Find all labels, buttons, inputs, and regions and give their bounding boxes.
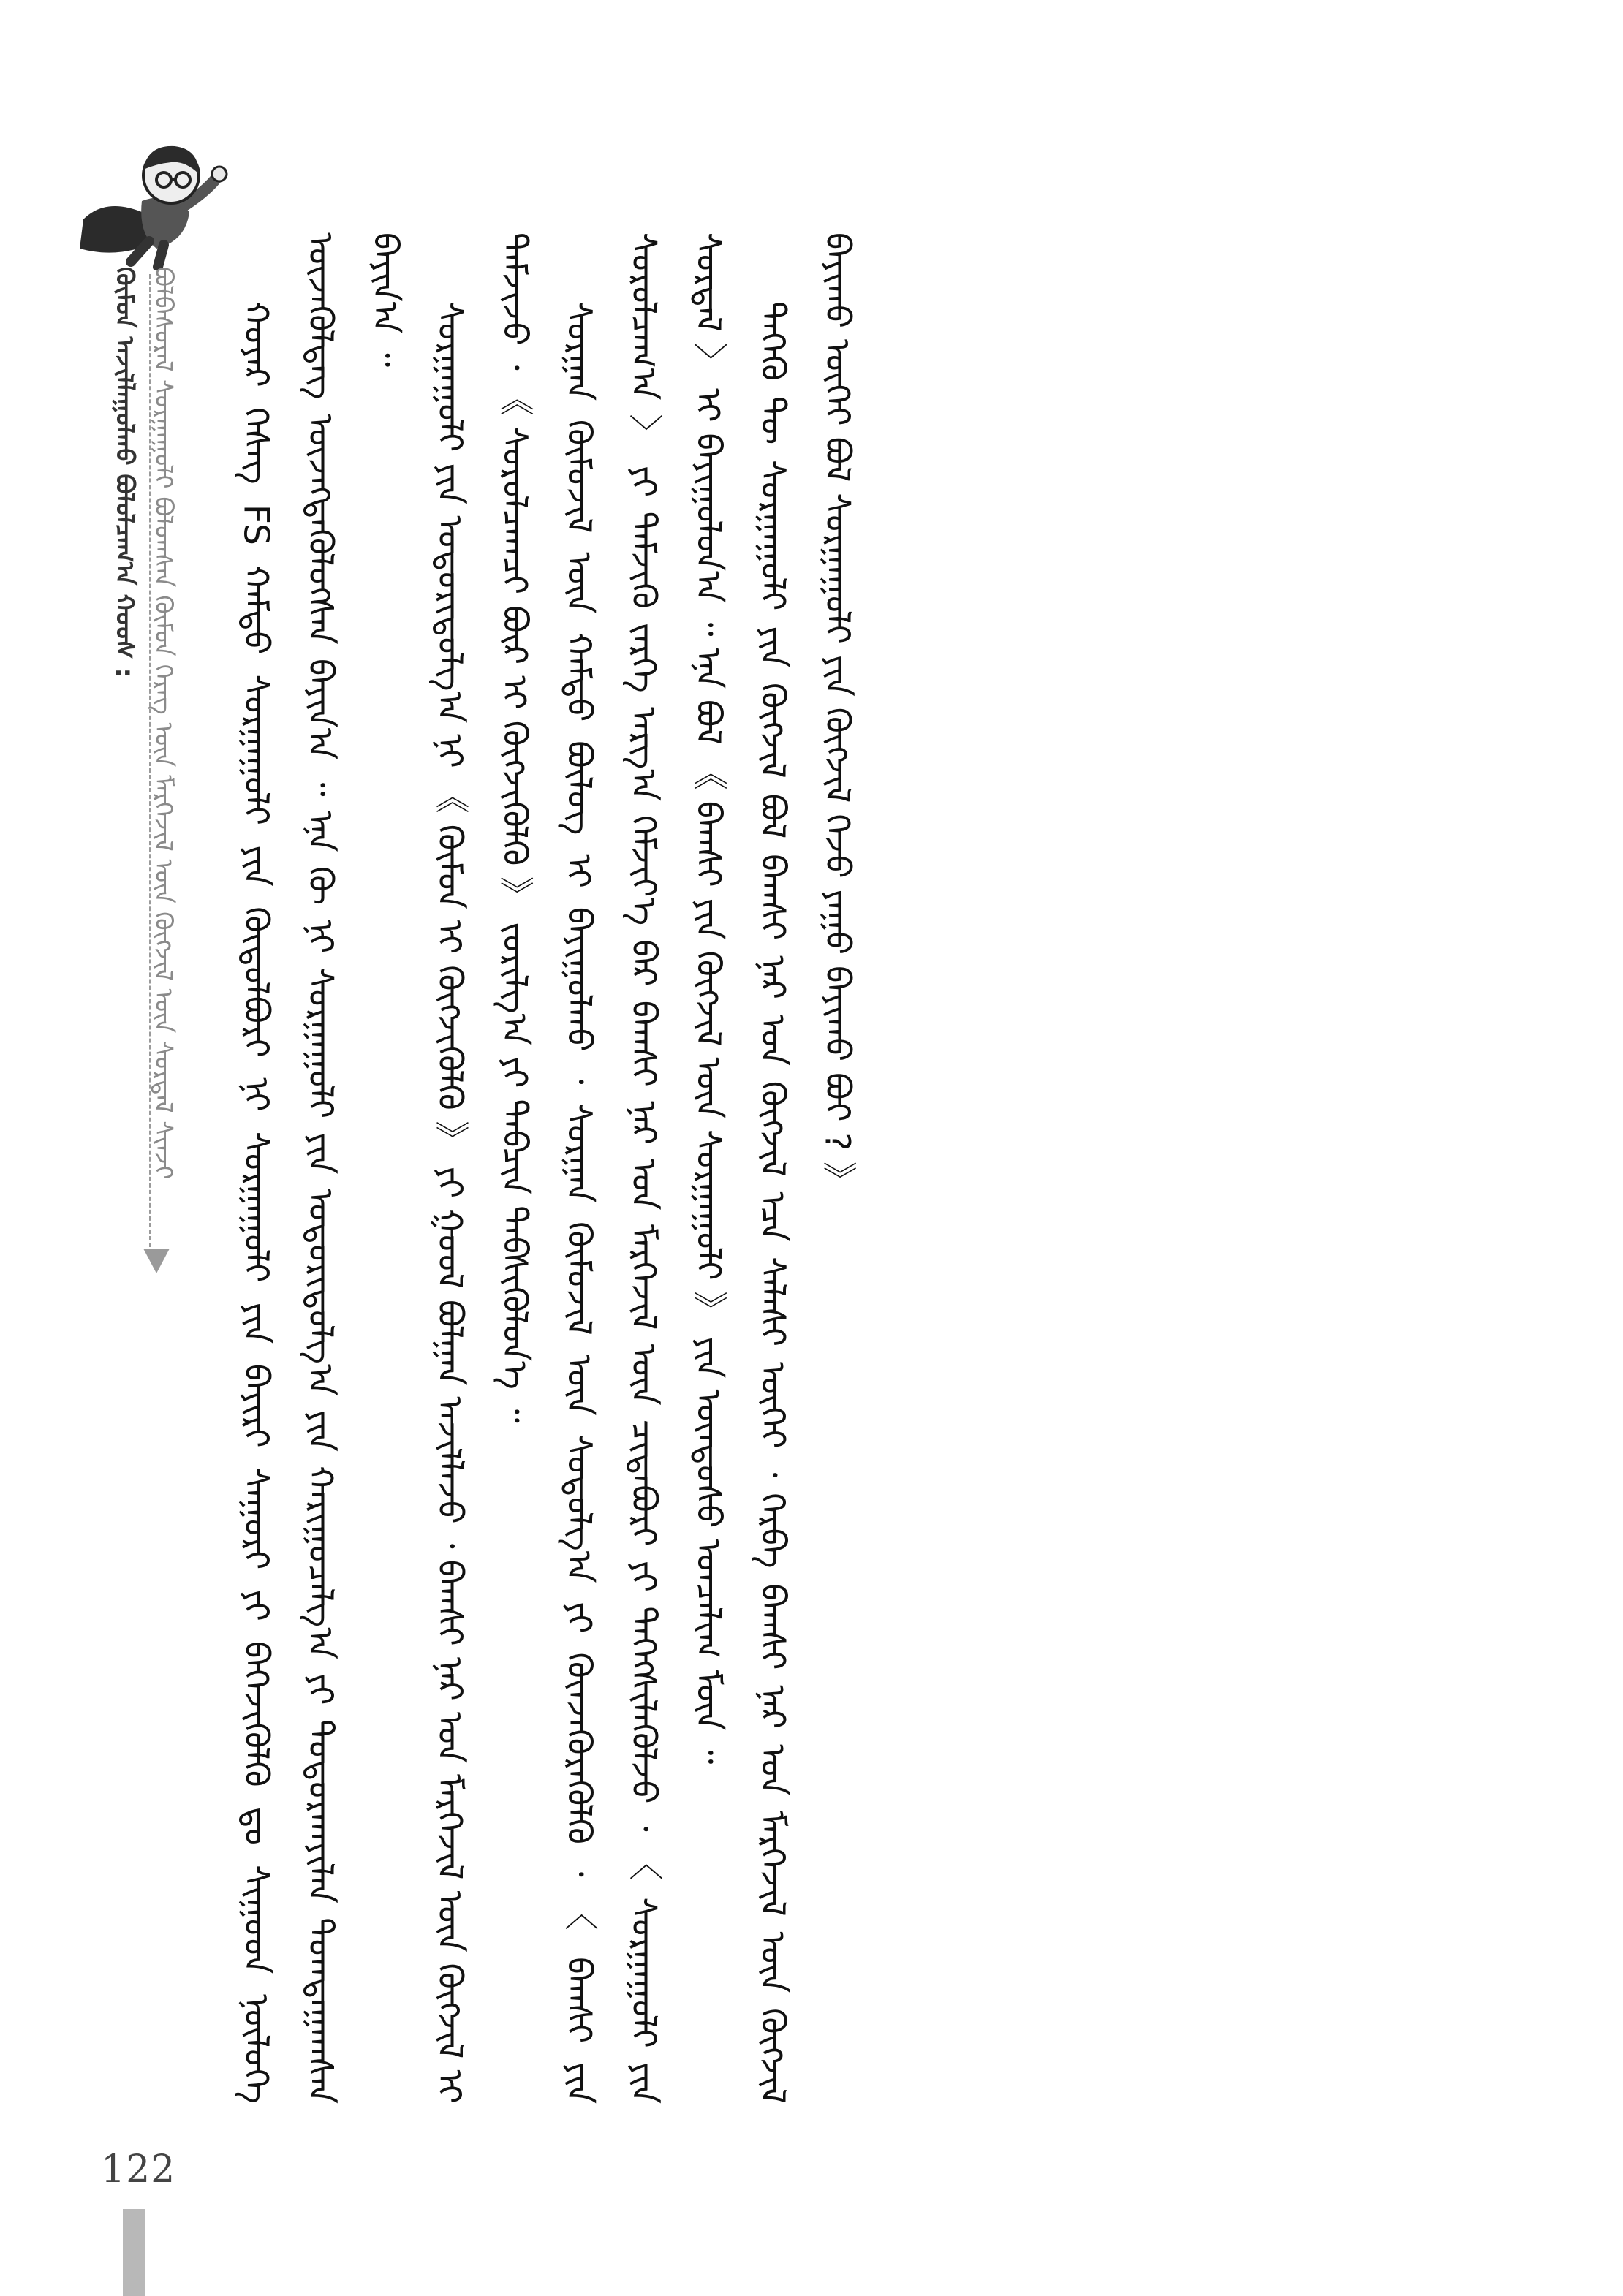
header-title-bold: ᠬᠦᠮᠦᠨ ᠠᠵᠢᠯᠯᠠᠭᠤᠯᠬᠤ ᠪᠣᠯᠤᠯᠴᠠᠭ᠎ᠠ ᠬᠣᠣᠰ : — [110, 267, 140, 678]
paragraph-2: ᠰᠤᠷᠭᠠᠭᠤᠯᠢ ᠶᠢᠨ ᠤᠳᠤᠷᠢᠳᠤᠯᠭ᠎ᠠ ᠨᠢ 《 ᠬᠦᠮᠦᠨ ᠢ ᠬᠥᠭᠵᠢᠭᠦᠯᠬᠦ 》 ᠶᠢ ᠭᠣᠣᠯ ᠪᠣᠯᠭᠠᠨ ᠠᠵᠢᠯᠯᠠᠵᠤ ᠂ ᠪᠠᠭᠰᠢ ᠨᠠᠷ ᠤᠨ ᠮᠡᠷᠭᠡᠵᠢᠯ ᠦᠨ ᠬᠥᠭᠵᠢᠯ ᠢ ᠳᠡᠮᠵᠢᠵᠦ ᠂ 《 ᠰᠤᠷᠤᠯᠴᠠᠭᠴᠢ ᠪᠦᠷ ᠢ ᠬᠥᠭᠵᠢᠭᠦᠯᠬᠦ 》 ᠵᠣᠷᠢᠯᠭ᠎ᠠ ᠶᠢ ᠲᠡᠪᠴᠢᠨ ᠳᠡᠪᠰᠢᠭᠦᠯᠦᠨ᠎ᠡ ᠃ — [429, 232, 534, 2104]
paragraph-1: ᠬᠣᠶᠠᠷ ᠬᠡᠰᠡᠭ FS ᠬᠠᠮᠲᠤ ᠰᠤᠷᠭᠠᠭᠤᠯᠢ ᠶᠢᠨ ᠬᠥᠲᠦᠯᠪᠦᠷᠢ ᠨᠢ ᠰᠤᠷᠭᠠᠭᠤᠯᠢ ᠶᠢᠨ ᠪᠠᠶᠢᠷᠢ ᠰᠠᠭᠤᠷᠢ ᠶᠢ ᠪᠡᠬᠡᠵᠢᠭᠦᠯᠬᠦ ᠳᠤ ᠰᠢᠭᠤᠳ ᠨᠥᠯᠦᠭᠡ ᠦᠵᠡᠭᠦᠯᠳᠡᠭ ᠦᠵᠡᠭᠳᠡᠭᠦᠯᠦᠭᠰᠡᠨ ᠪᠠᠶᠢᠨ᠎ᠠ ᠃ ᠡᠨᠡ ᠬᠦ ᠨᠢ ᠰᠤᠷᠭᠠᠭᠤᠯᠢ ᠶᠢᠨ ᠤᠳᠤᠷᠢᠳᠤᠯᠭ᠎ᠠ ᠶᠢᠨ ᠬᠠᠷᠢᠭᠤᠴᠠᠯᠭ᠎ᠠ ᠶᠢ ᠲᠣᠳᠣᠷᠬᠠᠶᠢᠯᠠᠨ ᠲᠣᠭᠲᠠᠭᠠᠭᠰᠠᠨ ᠪᠠᠶᠢᠨ᠎ᠠ ᠃ — [235, 232, 406, 2104]
body-text — [223, 232, 1407, 2104]
paragraph-3: ᠰᠤᠷᠭᠠᠨ ᠬᠦᠮᠦᠵᠢᠯ ᠦᠨ ᠬᠠᠮᠲᠤ ᠪᠦᠯᠦᠭ ᠢ ᠪᠠᠶᠢᠭᠤᠯᠬᠤ ᠂ ᠰᠤᠷᠭᠠᠨ ᠬᠦᠮᠦᠵᠢᠯ ᠦᠨ ᠰᠤᠳᠤᠯᠭ᠎ᠠ ᠶᠢ ᠭᠦᠨᠵᠡᠭᠦᠷᠡᠬᠦᠯᠬᠦ ᠂ 〈 ᠪᠠᠭᠰᠢ ᠶᠢᠨ ᠰᠤᠷᠤᠯᠴᠠᠭ᠎ᠠ 〉 ᠶᠢ ᠳᠡᠮᠵᠢᠬᠦ ᠵᠡᠷᠭᠡ ᠠᠷᠭ᠎ᠠ ᠬᠡᠮᠵᠢᠶ᠎ᠡ ᠪᠡᠷ ᠪᠠᠭᠰᠢ ᠨᠠᠷ ᠤᠨ ᠮᠡᠷᠭᠡᠵᠢᠯ ᠦᠨ ᠴᠢᠳᠠᠪᠤᠷᠢ ᠶᠢ ᠳᠡᠭᠡᠭᠰᠢᠯᠡᠭᠦᠯᠵᠦ ᠂ 〈 ᠰᠤᠷᠭᠠᠭᠤᠯᠢ ᠶᠢᠨ ᠰᠤᠷᠲᠠᠯ 〉 ᠢ ᠪᠠᠶᠢᠭᠤᠯᠤᠨ᠎ᠠ ᠃ ᠡᠨᠡ ᠪᠣᠯ 《 ᠪᠠᠭᠰᠢ ᠶᠢᠨ ᠬᠥᠭᠵᠢᠯ ᠦᠨ ᠰᠤᠷᠭᠠᠭᠤᠯᠢ 》 ᠶᠢᠨ ᠦᠨᠳᠦᠰᠦ ᠣᠨᠴᠠᠯᠢᠭ ᠮᠦᠨ ᠃ — [559, 232, 728, 2104]
arrow-down-icon — [143, 1249, 170, 1273]
header-title-light: ᠪᠣᠯᠪᠠᠰᠤᠷᠠᠯ ᠰᠤᠷᠭᠠᠭᠤᠯᠢ ᠪᠣᠯᠤᠭᠰᠠᠨ ᠬᠦᠮᠦᠨ ᠬᠡᠷᠡᠭ ᠦᠨ ᠮᠡᠷᠭᠡᠵᠢᠯ ᠦᠨ ᠬᠥᠭᠵᠢᠯ ᠦᠨ ᠰᠤᠷᠲᠠᠯ ᠰᠢᠨᠵᠢ — [148, 267, 178, 1180]
running-header — [110, 267, 177, 1276]
paragraph-4: ᠲᠡᠭᠡᠬᠦ ᠲᠦ ᠰᠤᠷᠭᠠᠭᠤᠯᠢ ᠶᠢᠨ ᠬᠥᠭᠵᠢᠯ ᠪᠣᠯ ᠪᠠᠭᠰᠢ ᠨᠠᠷ ᠤᠨ ᠬᠥᠭᠵᠢᠯ ᠡᠴᠡ ᠰᠠᠯᠠᠰᠢ ᠦᠭᠡᠢ ᠂ ᠬᠡᠷᠪᠡ ᠪᠠᠭᠰᠢ ᠨᠠᠷ ᠤᠨ ᠮᠡᠷᠭᠡᠵᠢᠯ ᠦᠨ ᠬᠥᠭᠵᠢᠯ ᠪᠠᠶᠢᠬᠤ ᠦᠭᠡᠢ ᠪᠣᠯ ᠰᠤᠷᠭᠠᠭᠤᠯᠢ ᠶᠢᠨ ᠬᠥᠭᠵᠢᠯ ᠭᠡᠵᠦ ᠶᠠᠭᠤ ᠪᠠᠶᠢᠬᠤ ᠪᠤᠢ ? 》 — [752, 232, 858, 2104]
header-divider — [149, 274, 151, 1254]
mascot-illustration — [61, 132, 230, 270]
page-number: 122 — [101, 2148, 176, 2191]
page-edge-tab — [123, 2209, 145, 2296]
